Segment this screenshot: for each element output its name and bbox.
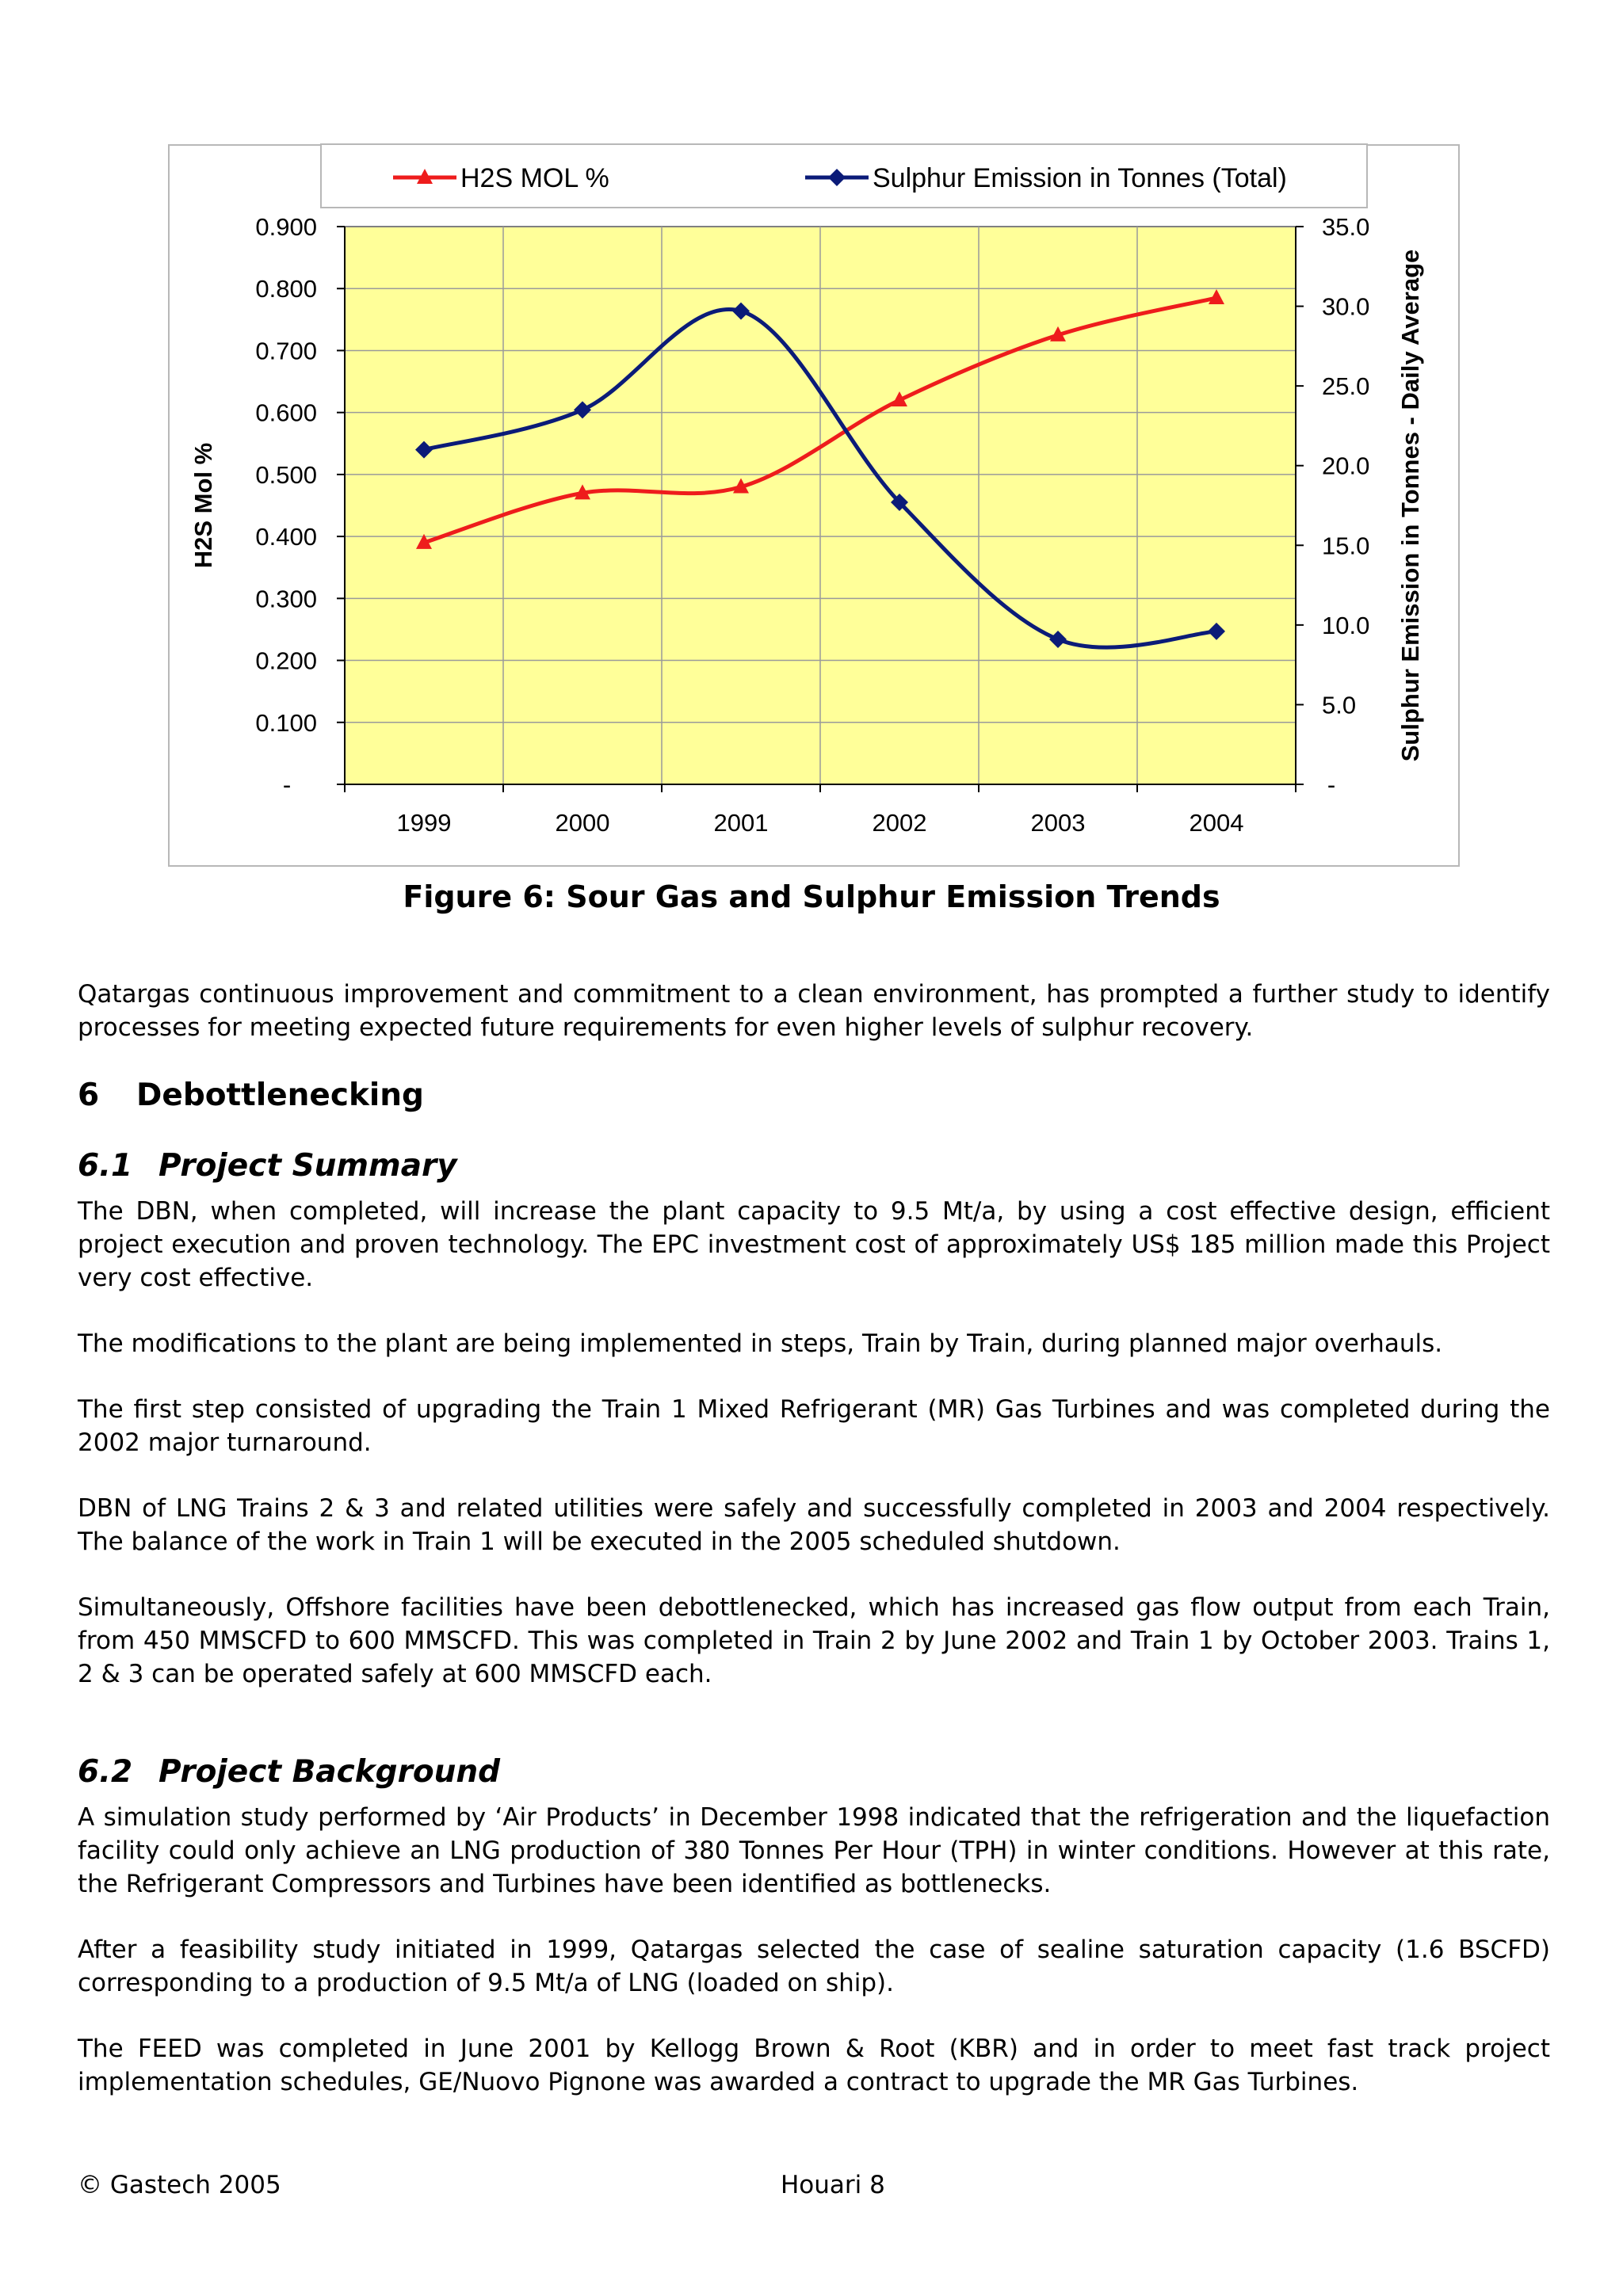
- y-left-tick-label: 0.600: [255, 399, 317, 427]
- y-right-tick-label: 35.0: [1322, 213, 1370, 241]
- section-number: 6: [78, 1077, 100, 1113]
- y-right-tick-label: 30.0: [1322, 292, 1370, 321]
- y-left-tick-label: 0.400: [255, 523, 317, 551]
- y-right-tick-label: 5.0: [1322, 691, 1357, 719]
- emission-trend-chart: [0, 0, 1623, 879]
- subsection-title: Project Summary: [158, 1148, 457, 1184]
- paragraph-summary-3: The first step consisted of upgrading the Train 1 Mixed Refrigerant (MR) Gas Turbines and was completed during the 2002 major turnaround.: [78, 1395, 1550, 1457]
- y-right-axis-title: Sulphur Emission in Tonnes - Daily Average: [1396, 249, 1424, 762]
- paragraph-background-2: After a feasibility study initiated in 1999, Qatargas selected the case of sealine saturation capacity (1.6 BSCFD) corresponding to a production of 9.5 Mt/a of LNG (loaded on ship).: [78, 1936, 1550, 1997]
- paragraph-summary-5: Simultaneously, Offshore facilities have been debottlenecked, which has increased gas flow output from each Train, from 450 MMSCFD to 600 MMSCFD. This was completed in Train 2 by June 2002 and Train 1 by October 2003. Trains 1, 2 & 3 can be operated safely at 600 MMSCFD each.: [78, 1593, 1550, 1688]
- legend-label: H2S MOL %: [460, 163, 609, 193]
- section-title: Debottlenecking: [136, 1077, 424, 1113]
- y-left-tick-label: 0.200: [255, 646, 317, 675]
- legend-label: Sulphur Emission in Tonnes (Total): [873, 163, 1287, 193]
- y-right-tick-label: 15.0: [1322, 532, 1370, 560]
- x-tick-label: 2001: [713, 809, 769, 837]
- section-heading-debottlenecking: [78, 1077, 424, 1113]
- y-left-tick-label: 0.300: [255, 585, 317, 613]
- footer-copyright: © Gastech 2005: [78, 2171, 281, 2199]
- subsection-title: Project Background: [158, 1754, 501, 1790]
- x-tick-label: 2000: [555, 809, 610, 837]
- y-left-tick-label: 0.900: [255, 213, 317, 241]
- x-tick-label: 2004: [1189, 809, 1244, 837]
- subsection-number: 6.1: [78, 1148, 133, 1184]
- paragraph-background-3: The FEED was completed in June 2001 by Kellogg Brown & Root (KBR) and in order to meet fast track project implementation schedules, GE/Nuovo Pignone was awarded a contract to upgrade the MR Gas Turbines.: [78, 2035, 1550, 2096]
- paragraph-intro: Qatargas continuous improvement and commitment to a clean environment, has prompted a further study to identify processes for meeting expected future requirements for even higher levels of sulphur recovery.: [78, 980, 1550, 1042]
- y-left-tick-label: 0.800: [255, 275, 317, 303]
- y-right-tick-label: 25.0: [1322, 372, 1370, 401]
- x-tick-label: 1999: [396, 809, 452, 837]
- paragraph-background-1: A simulation study performed by ‘Air Products’ in December 1998 indicated that the refrigeration and the liquefaction facility could only achieve an LNG production of 380 Tonnes Per Hour (TPH) in winter conditions. However at this rate, the Refrigerant Compressors and Turbines have been identified as bottlenecks.: [78, 1803, 1550, 1898]
- y-right-tick-label: 20.0: [1322, 452, 1370, 480]
- x-tick-label: 2003: [1030, 809, 1086, 837]
- paragraph-summary-1: The DBN, when completed, will increase the plant capacity to 9.5 Mt/a, by using a cost effective design, efficient project execution and proven technology. The EPC investment cost of approximately US$ 185 million made this Project very cost effective.: [78, 1197, 1550, 1292]
- y-left-tick-label: 0.100: [255, 708, 317, 737]
- paragraph-summary-4: DBN of LNG Trains 2 & 3 and related utilities were safely and successfully completed in 2003 and 2004 respectively. The balance of the work in Train 1 will be executed in the 2005 scheduled shutdown.: [78, 1494, 1550, 1556]
- x-tick-label: 2002: [872, 809, 927, 837]
- footer-page-label: Houari 8: [781, 2171, 885, 2199]
- subsection-number: 6.2: [78, 1754, 133, 1790]
- figure-caption: Figure 6: Sour Gas and Sulphur Emission Trends: [403, 879, 1220, 914]
- y-right-tick-label: -: [1327, 771, 1336, 799]
- y-left-axis-title: H2S Mol %: [189, 442, 217, 569]
- paragraph-summary-2: The modifications to the plant are being implemented in steps, Train by Train, during planned major overhauls.: [78, 1329, 1443, 1358]
- y-left-tick-label: 0.500: [255, 460, 317, 489]
- y-left-tick-label: 0.700: [255, 337, 317, 365]
- y-right-tick-label: 10.0: [1322, 611, 1370, 639]
- subsection-heading-project-background: [78, 1754, 500, 1790]
- y-left-tick-label: -: [282, 771, 292, 799]
- subsection-heading-project-summary: [78, 1148, 457, 1184]
